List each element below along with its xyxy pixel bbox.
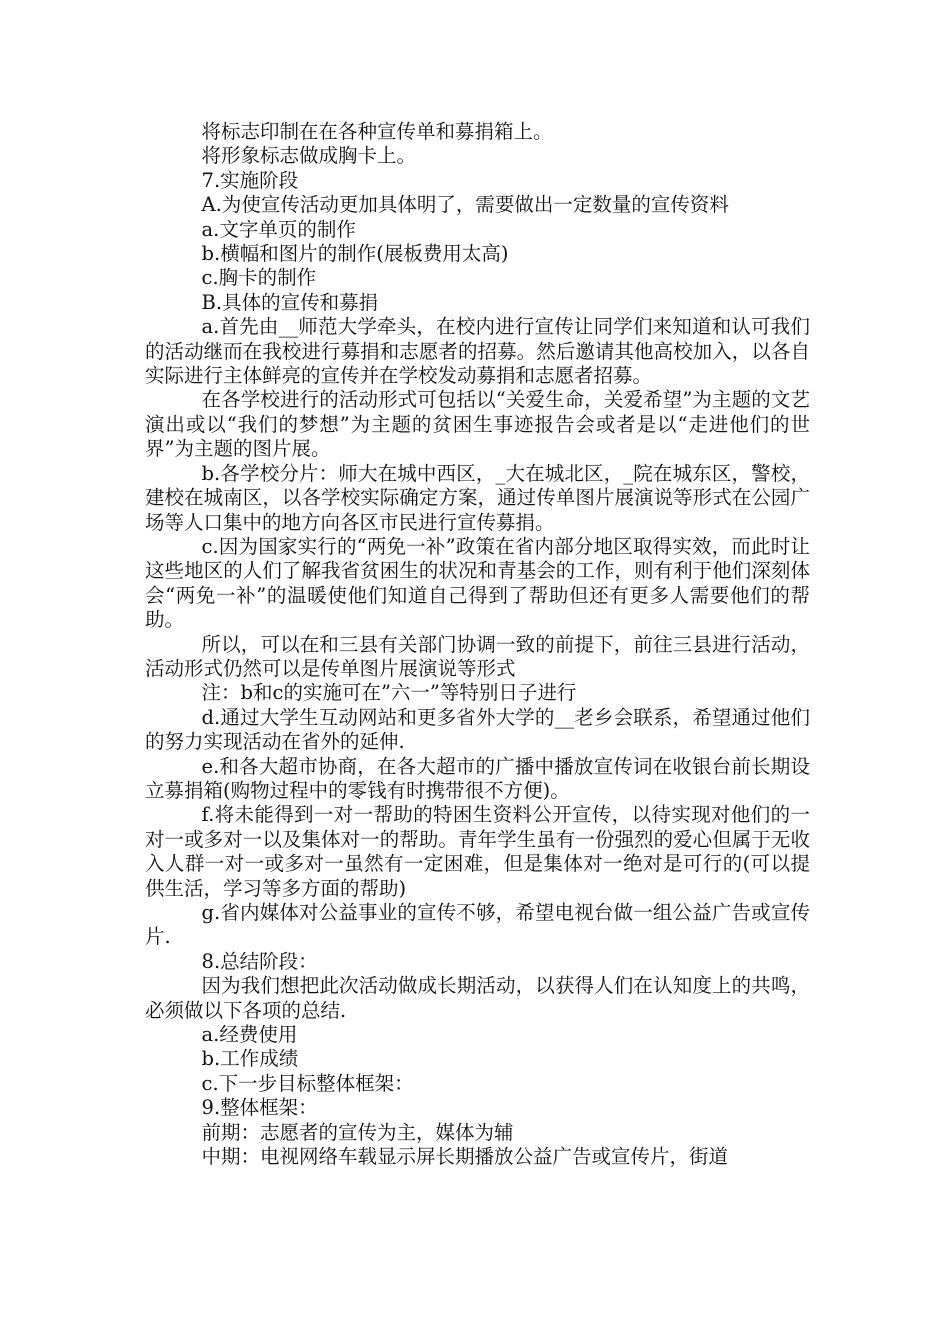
list-item: b.工作成绩 bbox=[201, 1047, 299, 1071]
paragraph: f.将未能得到一对一帮助的特困生资料公开宣传，以待实现对他们的一对一或多对一以及集体对一的帮助。青年学生虽有一份强烈的爱心但属于无收入人群一对一或多对一虽然有一定困难，但是集体对一绝对是可行的(可以提供生活，学习等多方面的帮助) bbox=[145, 803, 810, 900]
paragraph: e.和各大超市协商，在各大超市的广播中播放宣传词在收银台前长期设立募捐箱(购物过程中的零钱有时携带很不方便)。 bbox=[145, 754, 810, 802]
list-item: a.经费使用 bbox=[201, 1023, 298, 1047]
paragraph: c.因为国家实行的“两免一补”政策在省内部分地区取得实效，而此时让这些地区的人们了解我省贫困生的状况和青基会的工作，则有利于他们深刻体会“两免一补”的温暖使他们知道自己得到了帮助但还有更多人需要他们的帮助。 bbox=[145, 534, 810, 632]
section-heading: 8.总结阶段： bbox=[201, 949, 318, 973]
note: 注：b和c的实施可在”六一”等特别日子进行 bbox=[201, 681, 577, 705]
paragraph: b.各学校分片：师大在城中西区，_大在城北区，_院在城东区，警校，建校在城南区，以各学校实际确定方案，通过传单图片展演说等形式在公园广场等人口集中的地方向各区市民进行宣传募捐。 bbox=[145, 461, 810, 534]
list-item: c.下一步目标整体框架： bbox=[201, 1071, 414, 1095]
paragraph: g.省内媒体对公益事业的宣传不够，希望电视台做一组公益广告或宣传片. bbox=[145, 901, 810, 949]
list-item: a.文字单页的制作 bbox=[201, 217, 356, 241]
paragraph: 中期：电视网络车载显示屏长期播放公益广告或宣传片，街道 bbox=[201, 1145, 729, 1169]
section-heading: 7.实施阶段 bbox=[201, 168, 299, 192]
paragraph: 所以，可以在和三县有关部门协调一致的前提下，前往三县进行活动，活动形式仍然可以是传单图片展演说等形式 bbox=[145, 632, 810, 680]
paragraph: 将标志印制在在各种宣传单和募捐箱上。 bbox=[201, 120, 553, 143]
list-item: c.胸卡的制作 bbox=[201, 266, 317, 290]
paragraph: d.通过大学生互动网站和更多省外大学的__老乡会联系，希望通过他们的努力实现活动在省外的延伸. bbox=[145, 705, 810, 754]
paragraph: 在各学校进行的活动形式可包括以“关爱生命，关爱希望”为主题的文艺演出或以“我们的梦想”为主题的贫困生事迹报告会或者是以“走进他们的世界”为主题的图片展。 bbox=[145, 388, 810, 461]
paragraph: A.为使宣传活动更加具体明了，需要做出一定数量的宣传资料 bbox=[201, 193, 729, 217]
paragraph: 因为我们想把此次活动做成长期活动，以获得人们在认知度上的共鸣，必须做以下各项的总结. bbox=[145, 974, 810, 1022]
paragraph: a.首先由__师范大学牵头，在校内进行宣传让同学们来知道和认可我们的活动继而在我校进行募捐和志愿者的招募。然后邀请其他高校加入，以各自实际进行主体鲜亮的宣传并在学校发动募捐和志愿者招募。 bbox=[145, 315, 810, 388]
paragraph: 将形象标志做成胸卡上。 bbox=[201, 144, 417, 168]
section-heading: 9.整体框架： bbox=[201, 1096, 318, 1120]
list-item: b.横幅和图片的制作(展板费用太高) bbox=[201, 242, 509, 266]
paragraph: 前期：志愿者的宣传为主，媒体为辅 bbox=[201, 1120, 514, 1144]
paragraph: B.具体的宣传和募捐 bbox=[201, 290, 379, 314]
document-body bbox=[145, 120, 810, 1169]
